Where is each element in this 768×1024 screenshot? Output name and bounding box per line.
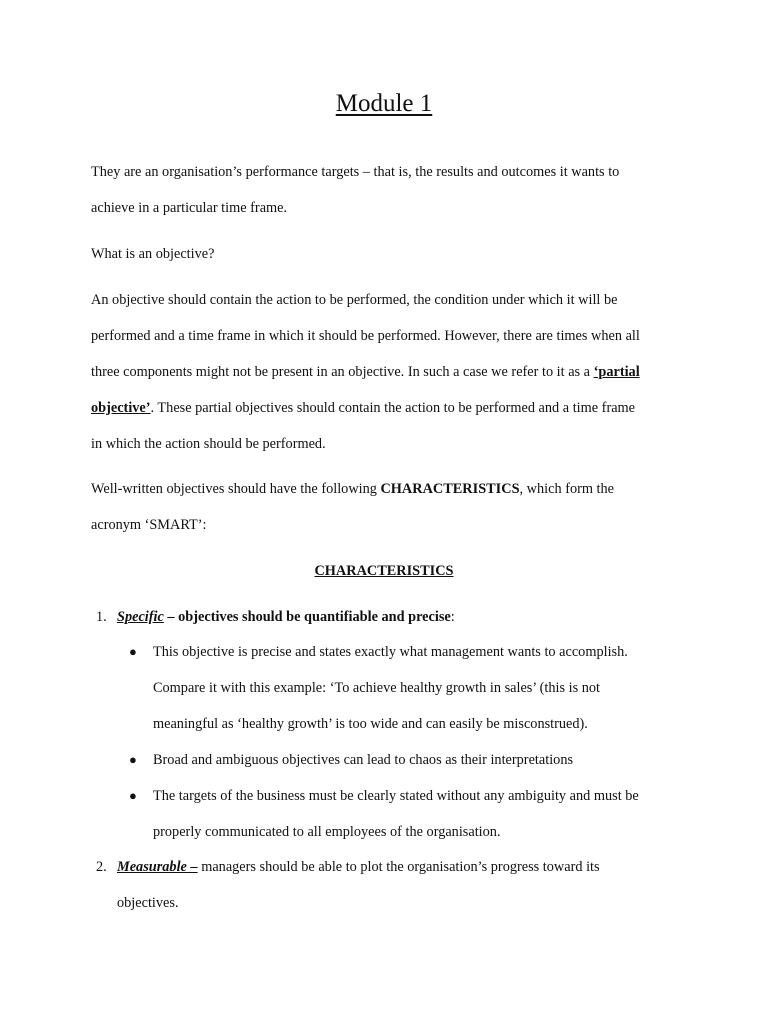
specific-tail: :: [450, 609, 455, 625]
list-item-specific: [117, 608, 455, 626]
list-number-2: 2.: [96, 859, 107, 875]
definition-paragraph-line-4: [91, 399, 635, 417]
bullet-3-line-1: The targets of the business must be clearly stated without any ambiguity and must be: [153, 788, 639, 804]
definition-text: three components might not be present in an objective. In such a case we refer to it as a: [91, 364, 594, 380]
list-number-1: 1.: [96, 609, 107, 625]
page-title: Module 1: [335, 90, 433, 117]
bullet-1-line-3: meaningful as ‘healthy growth’ is too wide and can easily be misconstrued).: [153, 716, 588, 732]
definition-text-cont: . These partial objectives should contain the action to be performed and a time frame: [150, 400, 636, 416]
smart-paragraph-line-1: [91, 480, 614, 498]
definition-paragraph-line-1: An objective should contain the action to be performed, the condition under which it will be: [91, 292, 618, 308]
smart-text-pre: Well-written objectives should have the following: [91, 481, 381, 497]
specific-description: – objectives should be quantifiable and precise: [163, 609, 451, 625]
characteristics-term: CHARACTERISTICS: [380, 481, 520, 497]
measurable-description: managers should be able to plot the organisation’s progress toward its: [197, 859, 600, 875]
bullet-3-line-2: properly communicated to all employees of the organisation.: [153, 824, 501, 840]
intro-paragraph-line-2: achieve in a particular time frame.: [91, 200, 288, 216]
specific-term: Specific: [117, 609, 164, 625]
smart-text-post: , which form the: [519, 481, 615, 497]
bullet-icon: ●: [129, 644, 137, 659]
section-heading: CHARACTERISTICS: [314, 563, 454, 579]
definition-paragraph-line-2: performed and a time frame in which it should be performed. However, there are times when all: [91, 328, 640, 344]
definition-paragraph-line-5: in which the action should be performed.: [91, 436, 326, 452]
partial-objective-term: ‘partial: [593, 364, 640, 380]
bullet-2-line-1: Broad and ambiguous objectives can lead to chaos as their interpretations: [153, 752, 574, 768]
bullet-icon: ●: [129, 752, 137, 767]
bullet-icon: ●: [129, 788, 137, 803]
bullet-1-line-2: Compare it with this example: ‘To achieve healthy growth in sales’ (this is not: [153, 680, 601, 696]
question-heading: What is an objective?: [91, 246, 215, 262]
list-item-measurable-line-2: objectives.: [117, 895, 179, 911]
smart-paragraph-line-2: acronym ‘SMART’:: [91, 517, 207, 533]
measurable-term: Measurable –: [117, 859, 198, 875]
partial-objective-term-end: objective’: [91, 400, 151, 416]
intro-paragraph-line-1: They are an organisation’s performance targets – that is, the results and outcomes it wants to: [91, 164, 620, 180]
definition-paragraph-line-3: [91, 363, 640, 381]
list-item-measurable: [117, 858, 600, 876]
bullet-1-line-1: This objective is precise and states exactly what management wants to accomplish.: [153, 644, 628, 660]
